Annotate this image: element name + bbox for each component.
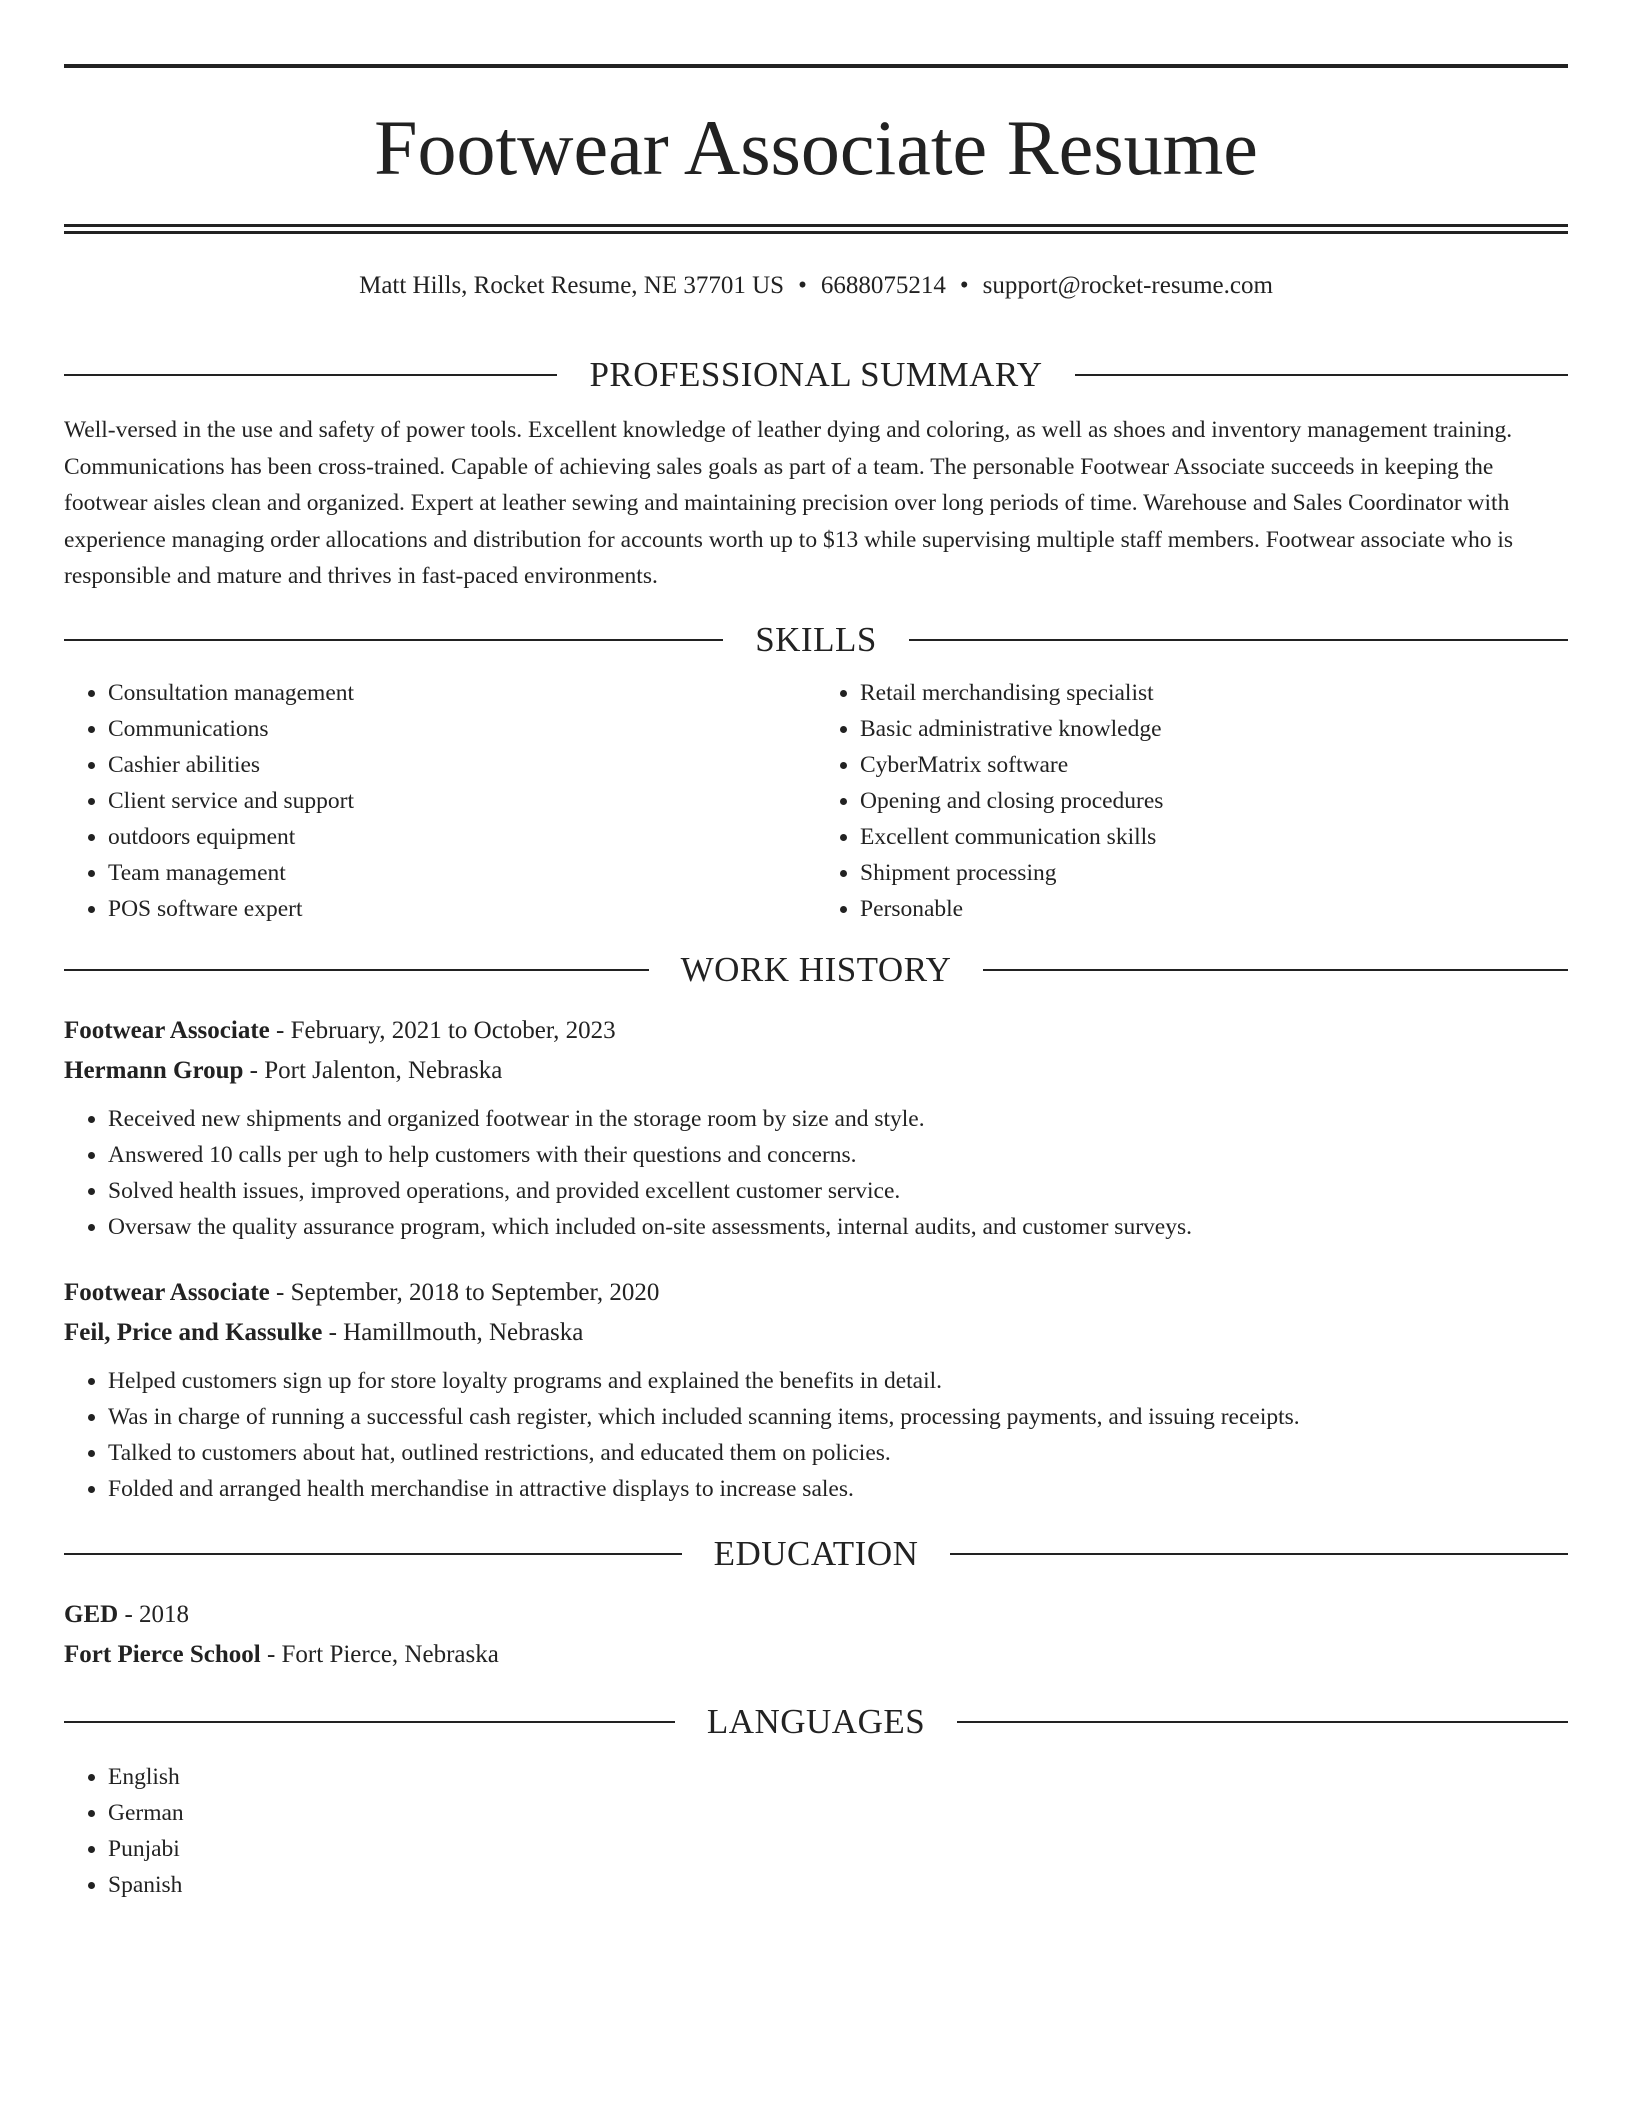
contact-line [64, 268, 1568, 304]
job-title-line [64, 1273, 1568, 1313]
skill-item: • Shipment processing [860, 855, 1568, 891]
language-item: • Spanish [108, 1867, 1568, 1903]
job-entry [64, 1011, 1568, 1245]
section-title-summary: PROFESSIONAL SUMMARY [589, 355, 1043, 394]
skill-item: • Cashier abilities [108, 747, 816, 783]
education-location: - Fort Pierce, Nebraska [260, 1640, 499, 1668]
job-dates: - September, 2018 to September, 2020 [269, 1278, 660, 1306]
skill-item: • CyberMatrix software [860, 747, 1568, 783]
section-header-skills [64, 617, 1568, 663]
job-title: Footwear Associate [64, 1278, 270, 1306]
skills-columns [64, 675, 1568, 927]
skill-item: • outdoors equipment [108, 819, 816, 855]
job-bullet: • Answered 10 calls per ugh to help customers with their questions and concerns. [108, 1137, 1568, 1173]
section-rule [64, 969, 649, 971]
skill-item: • Client service and support [108, 783, 816, 819]
job-bullet: • Was in charge of running a successful cash register, which included scanning items, processing payments, and issuing receipts. [108, 1399, 1568, 1435]
skill-item: • Opening and closing procedures [860, 783, 1568, 819]
education-school-line [64, 1635, 1568, 1675]
languages-list [64, 1759, 1568, 1903]
contact-email: support@rocket-resume.com [982, 272, 1273, 299]
section-header-languages [64, 1699, 1568, 1745]
job-title: Footwear Associate [64, 1016, 270, 1044]
education-degree: GED [64, 1600, 119, 1628]
section-rule [64, 639, 723, 641]
skill-item: • Team management [108, 855, 816, 891]
job-bullet: • Folded and arranged health merchandise in attractive displays to increase sales. [108, 1471, 1568, 1507]
skill-item: • Basic administrative knowledge [860, 711, 1568, 747]
summary-text: Well-versed in the use and safety of power tools. Excellent knowledge of leather dying and coloring, as well as shoes and inventory management training. Communications has been cross-trained. Capable of achieving sales goals as part of a team. The personable Footwear Associate succeeds in keeping the footwear aisles clean and organized. Expert at leather sewing and maintaining precision over long periods of time. Warehouse and Sales Coordinator with experience managing order allocations and distribution for accounts worth up to $13 while supervising multiple staff members. Footwear associate who is responsible and mature and thrives in fast-paced environments. [64, 417, 1514, 589]
section-rule [1075, 374, 1568, 376]
contact-phone: 6688075214 [820, 272, 946, 299]
section-rule [64, 1553, 682, 1555]
section-rule [909, 639, 1568, 641]
section-title-skills: SKILLS [755, 619, 877, 659]
job-bullet: • Talked to customers about hat, outlined restrictions, and educated them on policies. [108, 1435, 1568, 1471]
section-rule [950, 1553, 1568, 1555]
top-rule [64, 64, 1568, 68]
section-rule [64, 374, 557, 376]
skill-item: • Personable [860, 891, 1568, 927]
skill-item: • Consultation management [108, 675, 816, 711]
skill-item: • Retail merchandising specialist [860, 675, 1568, 711]
job-bullet: • Oversaw the quality assurance program, which included on-site assessments, internal audits, and customer surveys. [108, 1209, 1568, 1245]
job-company: Feil, Price and Kassulke [64, 1318, 323, 1346]
job-entry [64, 1273, 1568, 1507]
education-year: - 2018 [118, 1600, 190, 1628]
job-bullet: • Helped customers sign up for store loyalty programs and explained the benefits in detail. [108, 1363, 1568, 1399]
job-bullet: • Solved health issues, improved operations, and provided excellent customer service. [108, 1173, 1568, 1209]
section-header-summary [64, 352, 1568, 398]
section-header-work [64, 947, 1568, 993]
skill-item: • Excellent communication skills [860, 819, 1568, 855]
education-school: Fort Pierce School [64, 1640, 261, 1668]
skill-item: • POS software expert [108, 891, 816, 927]
language-item: • English [108, 1759, 1568, 1795]
section-rule [957, 1721, 1568, 1723]
job-bullets [64, 1363, 1568, 1507]
skill-item: • Communications [108, 711, 816, 747]
skills-list-left [64, 675, 816, 927]
job-company-line [64, 1051, 1568, 1091]
contact-address: Matt Hills, Rocket Resume, NE 37701 US [359, 272, 785, 299]
skills-list-right [816, 675, 1568, 927]
job-location: - Port Jalenton, Nebraska [243, 1056, 503, 1084]
section-title-work: WORK HISTORY [680, 949, 952, 989]
job-dates: - February, 2021 to October, 2023 [269, 1016, 616, 1044]
education-degree-line [64, 1595, 1568, 1635]
job-title-line [64, 1011, 1568, 1051]
section-title-education: EDUCATION [713, 1533, 919, 1573]
section-header-education [64, 1531, 1568, 1577]
language-item: • Punjabi [108, 1831, 1568, 1867]
job-company: Hermann Group [64, 1056, 244, 1084]
section-title-languages: LANGUAGES [706, 1701, 926, 1741]
title-double-rule [64, 224, 1568, 234]
education-entry [64, 1595, 1568, 1675]
section-rule [64, 1721, 675, 1723]
language-item: • German [108, 1795, 1568, 1831]
job-location: - Hamillmouth, Nebraska [322, 1318, 584, 1346]
job-company-line [64, 1313, 1568, 1353]
contact-separator: • [959, 272, 969, 299]
section-rule [983, 969, 1568, 971]
resume-title: Footwear Associate Resume [374, 104, 1258, 191]
contact-separator: • [798, 272, 807, 299]
job-bullets [64, 1101, 1568, 1245]
job-bullet: • Received new shipments and organized footwear in the storage room by size and style. [108, 1101, 1568, 1137]
